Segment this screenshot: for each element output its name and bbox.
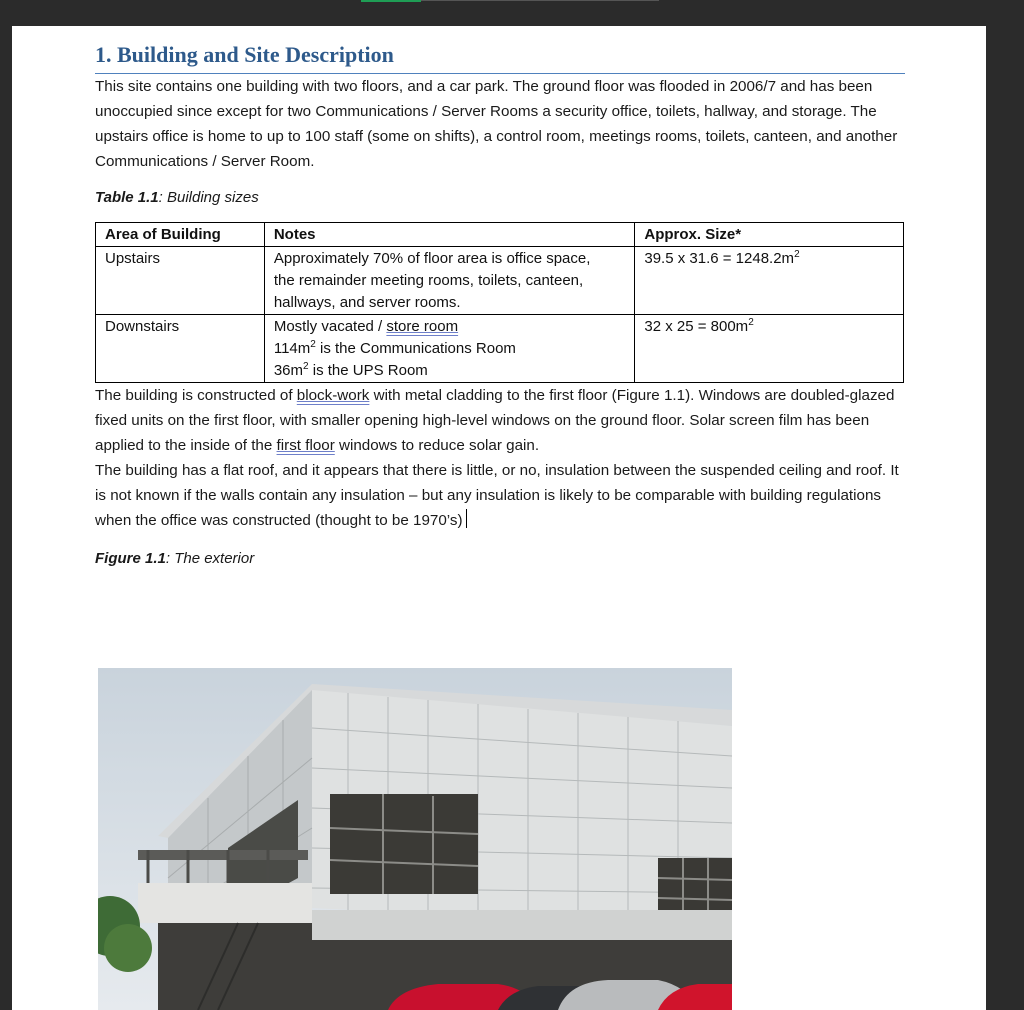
document-page [12,26,986,1010]
viewer-toolbar [0,0,1024,24]
figure-caption-text: : The exterior [165,550,255,567]
notes-line [274,338,626,360]
construction-paragraph [95,383,905,458]
size-superscript: 2 [748,317,754,328]
block-work-link[interactable]: block-work [296,387,370,404]
notes-prefix: Mostly vacated / [273,318,387,335]
page-content [95,40,905,567]
header-size: Approx. Size* [635,223,904,247]
text-cursor [466,509,467,528]
size-value: 39.5 x 31.6 = 1248.2m [644,250,795,267]
building-sizes-table [95,222,904,383]
comm-area: 114m [273,340,311,357]
header-area: Area of Building [96,223,265,247]
first-floor-link[interactable]: first floor [276,437,335,454]
comm-text: is the Communications Room [315,340,516,357]
table-header-row [96,223,904,247]
intro-paragraph: This site contains one building with two floors, and a car park. The ground floor was flooded in 2006/7 and has been unoccupied since except for two Communications / Server Rooms a security office, toilets, hallway, and storage. The upstairs office is home to up to 100 staff (some on shifts), a control room, meetings rooms, toilets, canteen, and another Communications / Server Room. [95,78,898,170]
cell-area-downstairs: Downstairs [96,315,265,383]
store-room-link[interactable]: store room [386,318,459,335]
notes-line: Approximately 70% of floor area is office space, [273,250,591,267]
construction-text: windows to reduce solar gain. [334,437,540,454]
size-value: 32 x 25 = 800m [644,318,749,335]
tab-divider [421,0,659,1]
ups-area: 36m [273,362,304,379]
figure-caption-label: Figure 1.1 [95,550,166,567]
cell-area-upstairs: Upstairs [96,247,265,315]
ups-sup: 2 [303,361,309,372]
cell-size-upstairs [635,247,904,315]
construction-text: The building is constructed of [95,387,297,404]
section-heading: 1. Building and Site Description [95,40,905,74]
table-caption [95,189,905,206]
notes-line [274,360,626,382]
table-caption-label: Table 1.1 [95,189,159,206]
cell-size-downstairs [635,315,904,383]
notes-line [274,316,626,338]
table-row [96,247,904,315]
table-row [96,315,904,383]
construction-text: with metal cladding to the first floor (Figure 1.1). Windows are doubled-glazed fixed units on the first floor, with smaller opening high-level windows on the ground floor. Solar screen film has been applied to the inside of the [95,387,895,454]
building-exterior-photo [98,668,732,1010]
comm-sup: 2 [310,339,316,350]
figure-caption [95,550,905,567]
notes-line: the remainder meeting rooms, toilets, canteen, [273,272,584,289]
cell-notes-downstairs [264,315,635,383]
size-superscript: 2 [794,249,800,260]
ups-text: is the UPS Room [308,362,428,379]
notes-line: hallways, and server rooms. [273,294,461,311]
header-notes: Notes [264,223,635,247]
roof-text: The building has a flat roof, and it appears that there is little, or no, insulation between the suspended ceiling and roof. It is not known if the walls contain any insulation – but any insulation is likely to be comparable with building regulations when the office was constructed (thought to be 1970’s) [95,462,899,529]
roof-paragraph [95,458,905,533]
table-caption-text: : Building sizes [158,189,259,206]
cell-notes-upstairs [264,247,635,315]
active-tab-indicator [361,0,421,2]
